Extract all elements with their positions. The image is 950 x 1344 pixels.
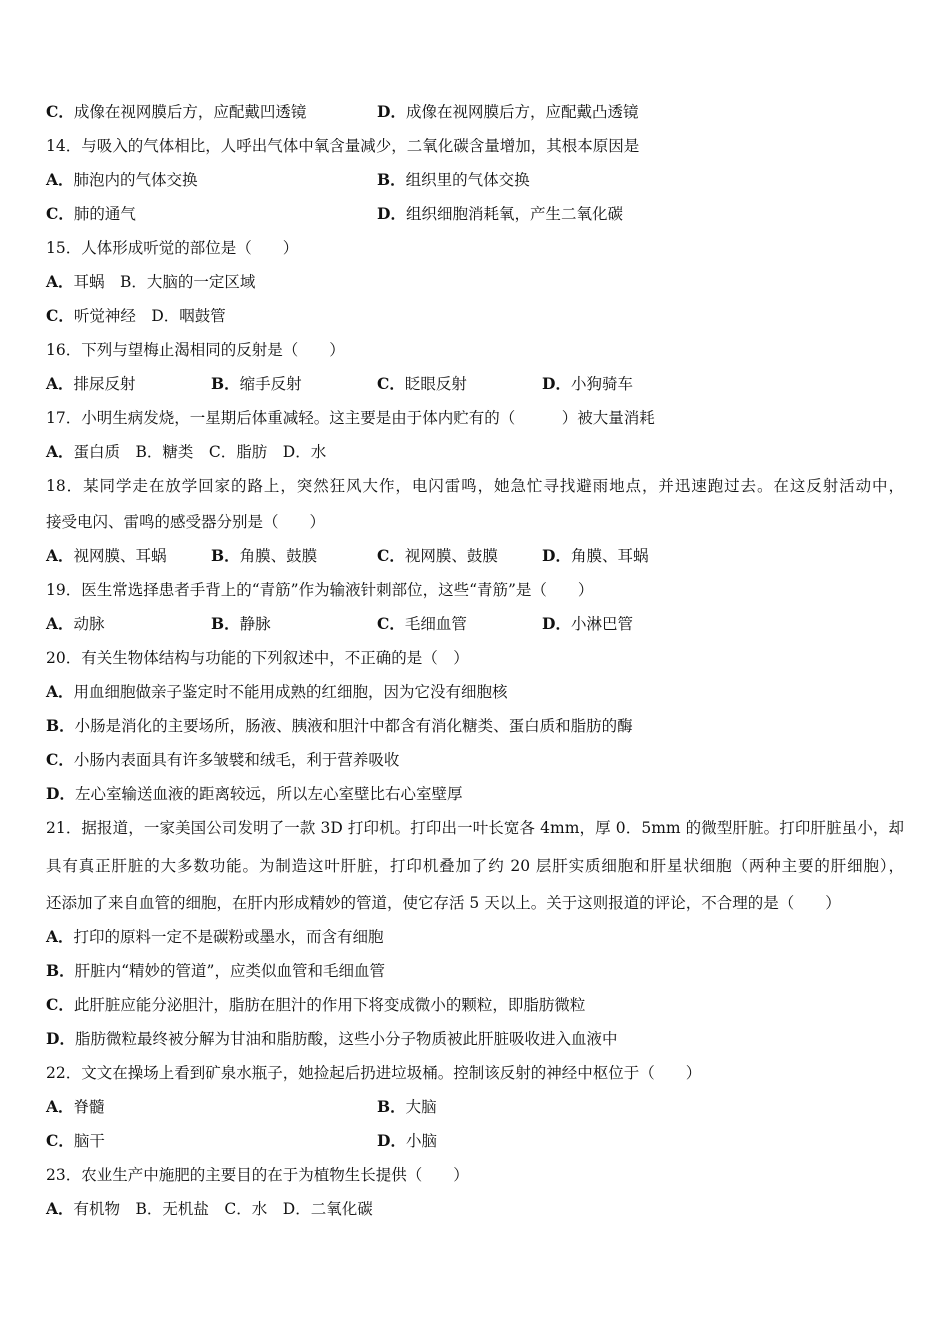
q15-options-line1: A．耳蜗 B．大脑的一定区域 [46, 272, 256, 291]
q16-option-d: D．小狗骑车 [542, 374, 633, 393]
q19-option-d: D．小淋巴管 [542, 614, 633, 633]
q22-option-c: C．脑干 [46, 1131, 105, 1150]
q17-stem: 17．小明生病发烧，一星期后体重减轻。这主要是由于体内贮有的（ ）被大量消耗 [46, 409, 655, 427]
q21-option-a: A．打印的原料一定不是碳粉或墨水，而含有细胞 [46, 927, 384, 946]
q22-option-b: B．大脑 [377, 1097, 437, 1116]
q20-option-c: C．小肠内表面具有许多皱襞和绒毛，利于营养吸收 [46, 750, 400, 769]
q19-option-a: A．动脉 [46, 614, 105, 633]
q22-option-d: D．小脑 [377, 1131, 437, 1150]
q18-option-c: C．视网膜、鼓膜 [377, 546, 498, 565]
q19-option-b: B．静脉 [211, 614, 271, 633]
q23-stem: 23．农业生产中施肥的主要目的在于为植物生长提供（ ） [46, 1166, 469, 1184]
q16-option-a: A．排尿反射 [46, 374, 136, 393]
q20-option-d: D．左心室输送血液的距离较远，所以左心室壁比右心室壁厚 [46, 784, 463, 803]
q13-option-d: D．成像在视网膜后方，应配戴凸透镜 [377, 102, 639, 121]
q18-stem-line1: 18．某同学走在放学回家的路上，突然狂风大作，电闪雷鸣，她急忙寻找避雨地点，并迅速跑过去。在这反射活动中， [46, 477, 904, 495]
q18-option-a: A．视网膜、耳蜗 [46, 546, 167, 565]
q14-option-a: A．肺泡内的气体交换 [46, 170, 198, 189]
q22-stem: 22．文文在操场上看到矿泉水瓶子，她捡起后扔进垃圾桶。控制该反射的神经中枢位于（ ） [46, 1064, 702, 1082]
q14-option-d: D．组织细胞消耗氧，产生二氧化碳 [377, 204, 623, 223]
q16-stem: 16．下列与望梅止渴相同的反射是（ ） [46, 341, 345, 359]
q20-stem: 20．有关生物体结构与功能的下列叙述中，不正确的是（ ） [46, 649, 469, 667]
q21-option-b: B．肝脏内“精妙的管道”，应类似血管和毛细血管 [46, 961, 385, 980]
q16-option-b: B．缩手反射 [211, 374, 302, 393]
q15-options-line2: C．听觉神经 D．咽鼓管 [46, 306, 226, 325]
q13-option-c: C．成像在视网膜后方，应配戴凹透镜 [46, 102, 307, 121]
q14-stem: 14．与吸入的气体相比，人呼出气体中氧含量减少，二氧化碳含量增加，其根本原因是 [46, 137, 640, 155]
q18-option-d: D．角膜、耳蜗 [542, 546, 649, 565]
q21-option-c: C．此肝脏应能分泌胆汁，脂肪在胆汁的作用下将变成微小的颗粒，即脂肪微粒 [46, 995, 586, 1014]
q14-option-b: B．组织里的气体交换 [377, 170, 530, 189]
q22-option-a: A．脊髓 [46, 1097, 105, 1116]
q21-stem-line1: 21．据报道，一家美国公司发明了一款 3D 打印机。打印出一叶长宽各 4mm，厚 0．5mm 的微型肝脏。打印肝脏虽小，却 [46, 819, 904, 837]
q17-options: A．蛋白质 B．糖类 C．脂肪 D．水 [46, 442, 327, 461]
q19-option-c: C．毛细血管 [377, 614, 467, 633]
q18-stem-line2: 接受电闪、雷鸣的感受器分别是（ ） [46, 513, 326, 531]
q15-stem: 15．人体形成听觉的部位是（ ） [46, 239, 299, 257]
q16-option-c: C．眨眼反射 [377, 374, 467, 393]
q23-options: A．有机物 B．无机盐 C．水 D．二氧化碳 [46, 1199, 373, 1218]
q21-stem-line2: 具有真正肝脏的大多数功能。为制造这叶肝脏，打印机叠加了约 20 层肝实质细胞和肝星状细胞（两种主要的肝细胞）， [46, 857, 904, 875]
q21-stem-line3: 还添加了来自血管的细胞，在肝内形成精妙的管道，使它存活 5 天以上。关于这则报道的评论，不合理的是（ ） [46, 894, 841, 912]
q18-option-b: B．角膜、鼓膜 [211, 546, 318, 565]
q20-option-b: B．小肠是消化的主要场所，肠液、胰液和胆汁中都含有消化糖类、蛋白质和脂肪的酶 [46, 716, 633, 735]
q20-option-a: A．用血细胞做亲子鉴定时不能用成熟的红细胞，因为它没有细胞核 [46, 682, 508, 701]
q21-option-d: D．脂肪微粒最终被分解为甘油和脂肪酸，这些小分子物质被此肝脏吸收进入血液中 [46, 1029, 618, 1048]
q19-stem: 19．医生常选择患者手背上的“青筋”作为输液针刺部位，这些“青筋”是（ ） [46, 581, 594, 599]
q14-option-c: C．肺的通气 [46, 204, 136, 223]
